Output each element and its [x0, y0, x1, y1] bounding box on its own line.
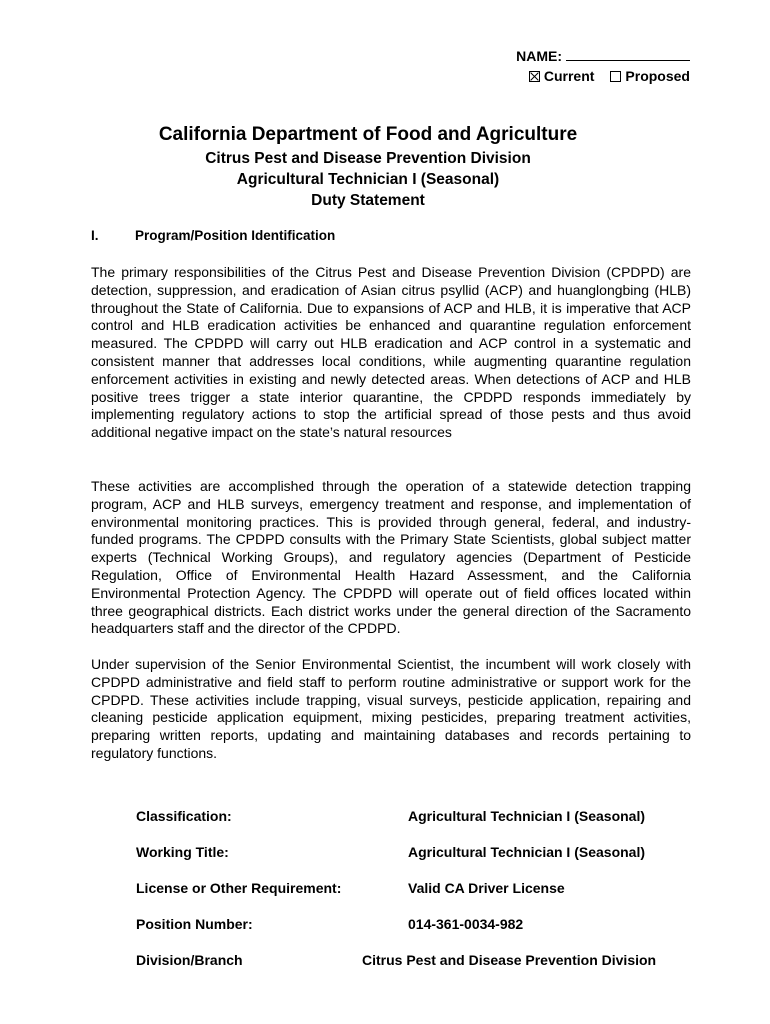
license-value: Valid CA Driver License [408, 880, 565, 896]
classification-label: Classification: [136, 808, 232, 824]
info-row-position-number [136, 916, 696, 952]
division-value: Citrus Pest and Disease Prevention Division [362, 952, 657, 968]
info-row-license [136, 880, 696, 916]
position-title: Agricultural Technician I (Seasonal) [236, 171, 500, 188]
info-row-division [136, 952, 696, 988]
license-label: License or Other Requirement: [136, 880, 342, 896]
proposed-label: Proposed [625, 68, 690, 84]
department-title: California Department of Food and Agriculture [158, 124, 578, 145]
division-title: Citrus Pest and Disease Prevention Division [205, 150, 531, 167]
classification-value: Agricultural Technician I (Seasonal) [408, 808, 646, 824]
working-title-label: Working Title: [136, 844, 229, 860]
section-number: I. [91, 228, 99, 243]
paragraph-program-responsibilities: The primary responsibilities of the Citrus Pest and Disease Prevention Division (CPDPD) are detection, suppression, and eradication of Asian citrus psyllid (ACP) and huanglongbing (HLB) throughout the State of California. Due to expansions of ACP and HLB, it is imperative that ACP control and HLB eradication activities be enhanced and quarantine regulation enforcement measured. The CPDPD will carry out HLB eradication and ACP control in a systematic and consistent manner that addresses local conditions, while augmenting quarantine regulation enforcement activities in existing and newly detected areas. When detections of ACP and HLB positive trees trigger a state interior quarantine, the CPDPD responds immediately by implementing regulatory actions to stop the artificial spread of those pests and thus avoid additional negative impact on the state’s natural resources [91, 264, 691, 441]
name-blank-line[interactable] [566, 48, 690, 61]
proposed-checkbox[interactable] [610, 71, 621, 82]
current-checkbox[interactable] [529, 71, 540, 82]
document-title: Duty Statement [311, 192, 425, 209]
paragraph-program-activities: These activities are accomplished through the operation of a statewide detection trapping program, ACP and HLB surveys, emergency treatment and response, and implementation of environmental monitoring practices. This is provided through general, federal, and industry- funded programs. The CPDPD consults with the Primary State Scientists, global subject matter experts (Technical Working Groups), and regulatory agencies (Department of Pesticide Regulation, Office of Environmental Health Hazard Assessment, and the California Environmental Protection Agency. The CPDPD will operate out of field offices located within three geographical districts. Each district works under the general direction of the Sacramento headquarters staff and the director of the CPDPD. [91, 478, 691, 637]
name-status-block [516, 46, 690, 86]
paragraph-supervision: Under supervision of the Senior Environmental Scientist, the incumbent will work closely with CPDPD administrative and field staff to perform routine administrative or support work for the CPDPD. These activities include trapping, visual surveys, pesticide application, repairing and cleaning pesticide application equipment, mixing pesticides, preparing treatment activities, preparing written reports, updating and maintaining databases and records pertaining to regulatory functions. [91, 656, 691, 761]
status-row [516, 66, 690, 86]
division-label: Division/Branch [136, 952, 243, 968]
name-label: NAME: [516, 48, 562, 64]
info-row-working-title [136, 844, 696, 880]
position-number-value: 014-361-0034-982 [408, 916, 524, 932]
current-label: Current [543, 68, 595, 84]
position-info-table [136, 808, 696, 988]
section-heading [91, 228, 335, 243]
section-title: Program/Position Identification [135, 228, 336, 243]
position-number-label: Position Number: [136, 916, 253, 932]
title-block [0, 122, 736, 211]
info-row-classification [136, 808, 696, 844]
working-title-value: Agricultural Technician I (Seasonal) [408, 844, 646, 860]
name-row [516, 46, 690, 66]
